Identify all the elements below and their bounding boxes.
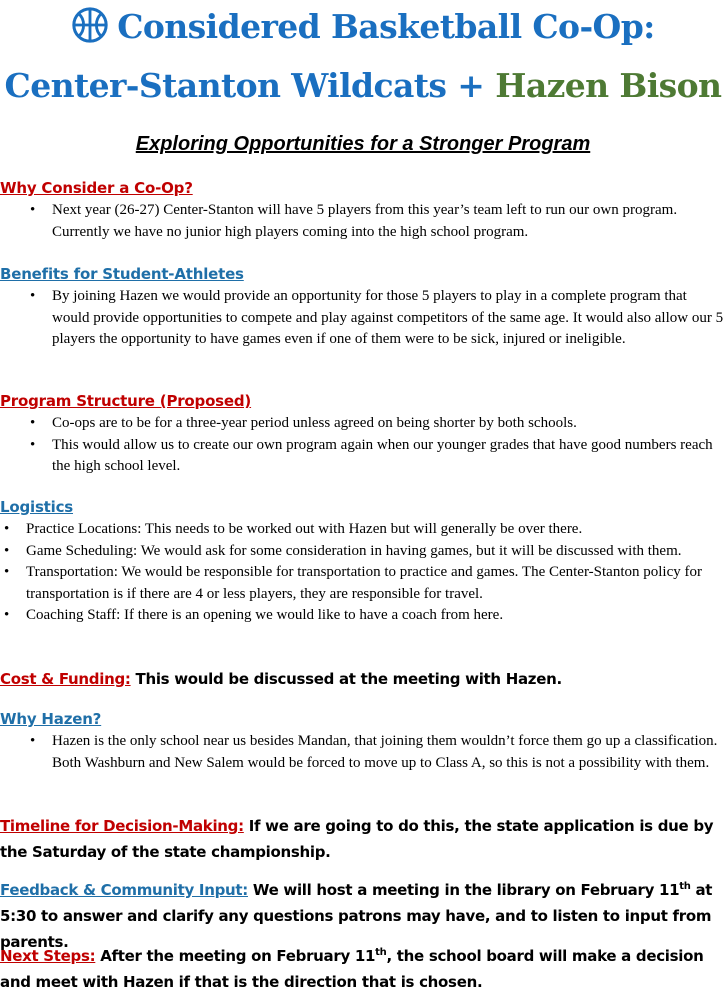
list-item: • Hazen is the only school near us besides Mandan, that joining them wouldn’t force them go up a classification. Both Washburn and New Salem would be forced to move up to Class A, so this is not a possibility with them.: [0, 731, 726, 774]
title-text-1: Considered Basketball Co-Op:: [117, 7, 655, 46]
list-item: • By joining Hazen we would provide an opportunity for those 5 players to play in a complete program that would provide opportunities to compete and play against competitors of the same age. It would also allow our 5 players the opportunity to have games even if one of them were to be sick, injured or ineligible.: [0, 286, 726, 351]
cost-text: This would be discussed at the meeting with Hazen.: [135, 670, 562, 688]
feedback-text-a: We will host a meeting in the library on February 11: [252, 881, 680, 899]
label-next-steps: Next Steps:: [0, 947, 96, 965]
section-logistics: [0, 497, 726, 627]
section-structure: [0, 391, 726, 478]
title-hazen: Hazen Bison: [495, 66, 722, 105]
section-cost: [0, 666, 726, 692]
list-item: • This would allow us to create our own program again when our younger grades that have good numbers reach the high school level.: [0, 435, 726, 478]
section-benefits: [0, 264, 726, 351]
feedback-text-b: at 5:30 to answer and clarify any questions patrons may have, and to listen to input from parents.: [0, 881, 713, 951]
section-why-hazen: [0, 709, 726, 774]
subtitle: Exploring Opportunities for a Stronger Program: [135, 133, 591, 155]
label-feedback: Feedback & Community Input:: [0, 881, 248, 899]
next-steps-text-b: , the school board will make a decision and meet with Hazen if that is the direction that is chosen.: [0, 947, 704, 991]
section-why-coop: [0, 178, 726, 243]
title-line-1: [0, 6, 726, 47]
title-wildcats: Center-Stanton Wildcats +: [4, 66, 496, 105]
list-item: • Coaching Staff: If there is an opening we would like to have a coach from here.: [0, 605, 726, 627]
heading-why-hazen: Why Hazen?: [0, 710, 102, 728]
timeline-text: If we are going to do this, the state application is due by the Saturday of the state championship.: [0, 817, 714, 861]
heading-why-coop: Why Consider a Co-Op?: [0, 179, 193, 197]
list-item: • Transportation: We would be responsible for transportation to practice and games. The Center-Stanton policy for transportation is if there are 4 or less players, they are responsible for travel.: [0, 562, 726, 605]
label-timeline: Timeline for Decision-Making:: [0, 817, 244, 835]
basketball-icon: [71, 6, 109, 44]
section-timeline: [0, 813, 726, 865]
heading-logistics: Logistics: [0, 498, 74, 516]
list-item: • Next year (26-27) Center-Stanton will have 5 players from this year’s team left to run our own program. Currently we have no junior high players coming into the high school program.: [0, 200, 726, 243]
feedback-sup: th: [679, 881, 691, 892]
title-line-2: [0, 66, 726, 106]
section-next-steps: [0, 943, 726, 995]
next-steps-text-a: After the meeting on February 11: [100, 947, 376, 965]
next-steps-sup: th: [375, 947, 387, 958]
list-item: • Practice Locations: This needs to be worked out with Hazen but will generally be over there.: [0, 519, 726, 541]
heading-benefits: Benefits for Student-Athletes: [0, 265, 244, 283]
label-cost: Cost & Funding:: [0, 670, 131, 688]
heading-structure: Program Structure (Proposed): [0, 392, 252, 410]
list-item: • Game Scheduling: We would ask for some consideration in having games, but it will be discussed with them.: [0, 541, 726, 563]
list-item: • Co-ops are to be for a three-year period unless agreed on being shorter by both schools.: [0, 413, 726, 435]
